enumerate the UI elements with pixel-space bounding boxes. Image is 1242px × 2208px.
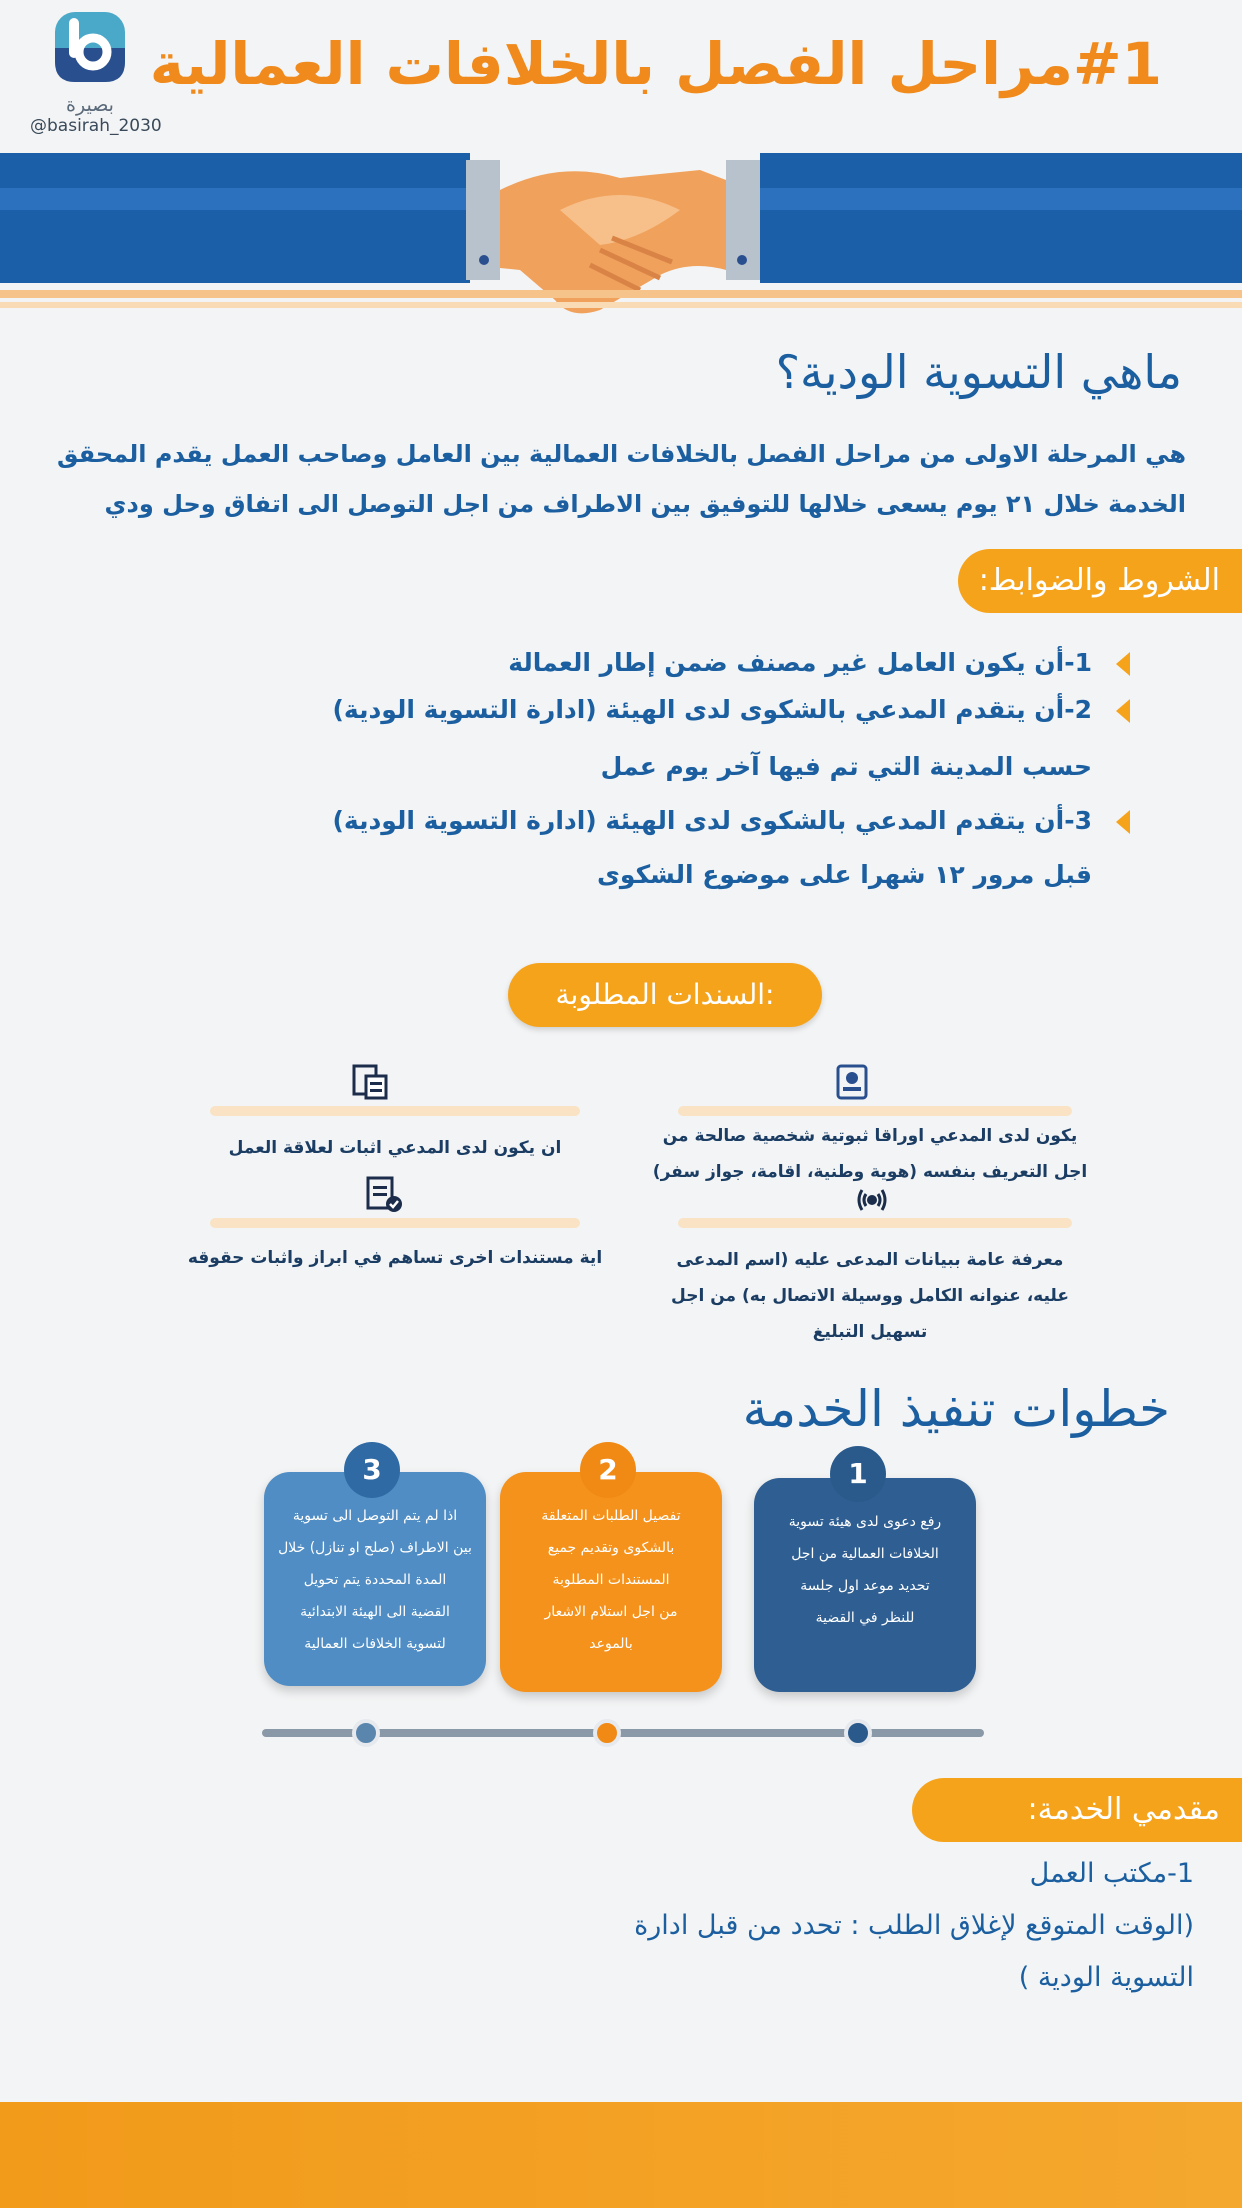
step-2-line: بالشكوى وتقديم جميع [547,1540,675,1556]
doc-bar [210,1106,580,1116]
step-2-number: 2 [580,1442,636,1498]
step-2-line: المستندات المطلوبة [552,1572,670,1588]
handshake-banner [0,150,1242,320]
condition-bullet-icon [1116,652,1130,676]
doc-1-line-1: يكون لدى المدعي اوراقا ثبوتية شخصية صالحة من [662,1126,1078,1146]
doc-4-line-1: اية مستندات اخرى تساهم في ابراز واثبات حقوقه [187,1248,603,1268]
step-2-card [500,1472,722,1692]
steps-title: خطوات تنفيذ الخدمة [742,1380,1170,1438]
documents-label: السندات المطلوبة: [508,963,822,1027]
step-1-line: للنظر في القضية [815,1610,915,1626]
step-3-line: المدة المحددة يتم تحويل [303,1572,447,1588]
providers-label: مقدمي الخدمة: [912,1778,1242,1842]
step-2-line: بالموعد [589,1636,633,1652]
step-1-card [754,1478,976,1692]
condition-line-2b: حسب المدينة التي تم فيها آخر يوم عمل [600,752,1092,781]
timeline-dot-1 [844,1719,872,1747]
step-3-line: اذا لم يتم التوصل الى تسوية [292,1508,458,1524]
logo-handle: @basirah_2030 [30,116,162,136]
doc-3-line-2: عليه، عنوانه الكامل ووسيلة الاتصال به) من اجل [671,1286,1069,1306]
step-3-card [264,1472,486,1686]
condition-line-3b: قبل مرور ١٢ شهرا على موضوع الشكوى [597,860,1092,889]
step-3-line: لتسوية الخلافات العمالية [304,1636,446,1652]
doc-3-line-3: تسهيل التبليغ [812,1322,928,1342]
intro-line-1: هي المرحلة الاولى من مراحل الفصل بالخلافات العمالية بين العامل وصاحب العمل يقدم المحقق [56,440,1186,468]
page-title: #1مراحل الفصل بالخلافات العمالية [149,30,1162,98]
condition-bullet-icon [1116,699,1130,723]
provider-line-2: (الوقت المتوقع لإغلاق الطلب : تحدد من قبل ادارة [634,1910,1194,1941]
step-1-line: رفع دعوى لدى هيئة تسوية [788,1514,942,1530]
doc-bar [678,1106,1072,1116]
step-2-line: من اجل استلام الاشعار [544,1604,678,1620]
step-1-line: الخلافات العمالية من اجل [791,1546,939,1562]
basirah-logo-icon [51,8,129,86]
contract-icon [350,1062,390,1102]
doc-2-line-1: ان يكون لدى المدعي اثبات لعلاقة العمل [228,1138,562,1158]
provider-line-1: 1-مكتب العمل [1029,1858,1194,1889]
doc-bar [210,1218,580,1228]
doc-1-line-2: اجل التعريف بنفسه (هوية وطنية، اقامة، جواز سفر) [652,1162,1088,1182]
doc-3-line-1: معرفة عامة ببيانات المدعى عليه (اسم المدعى [676,1250,1064,1270]
step-2-line: تفصيل الطلبات المتعلقة [541,1508,681,1524]
timeline-dot-2 [593,1719,621,1747]
condition-line-2: 2-أن يتقدم المدعي بالشكوى لدى الهيئة (ادارة التسوية الودية) [332,695,1092,724]
logo [30,8,162,148]
step-3-line: القضية الى الهيئة الابتدائية [300,1604,450,1620]
intro-line-2: الخدمة خلال ٢١ يوم يسعى خلالها للتوفيق بين الاطراف من اجل التوصل الى اتفاق وحل ودي [104,490,1186,518]
condition-bullet-icon [1116,810,1130,834]
footer-bar [0,2102,1242,2208]
condition-line-1: 1-أن يكون العامل غير مصنف ضمن إطار العمالة [508,648,1092,677]
handshake-icon [0,150,1242,320]
step-3-number: 3 [344,1442,400,1498]
conditions-label: الشروط والضوابط: [958,549,1242,613]
doc-bar [678,1218,1072,1228]
step-3-line: بين الاطراف (صلح او تنازل) خلال [278,1540,472,1556]
step-1-line: تحديد موعد اول جلسة [800,1578,930,1594]
document-check-icon [364,1174,404,1214]
timeline-dot-3 [352,1719,380,1747]
condition-line-3: 3-أن يتقدم المدعي بالشكوى لدى الهيئة (ادارة التسوية الودية) [332,806,1092,835]
contact-signal-icon [852,1180,892,1220]
id-card-icon [832,1062,872,1102]
what-is-question: ماهي التسوية الودية؟ [775,345,1182,399]
logo-brand: بصيرة [66,94,114,116]
step-1-number: 1 [830,1446,886,1502]
provider-line-3: التسوية الودية ) [1018,1962,1194,1993]
